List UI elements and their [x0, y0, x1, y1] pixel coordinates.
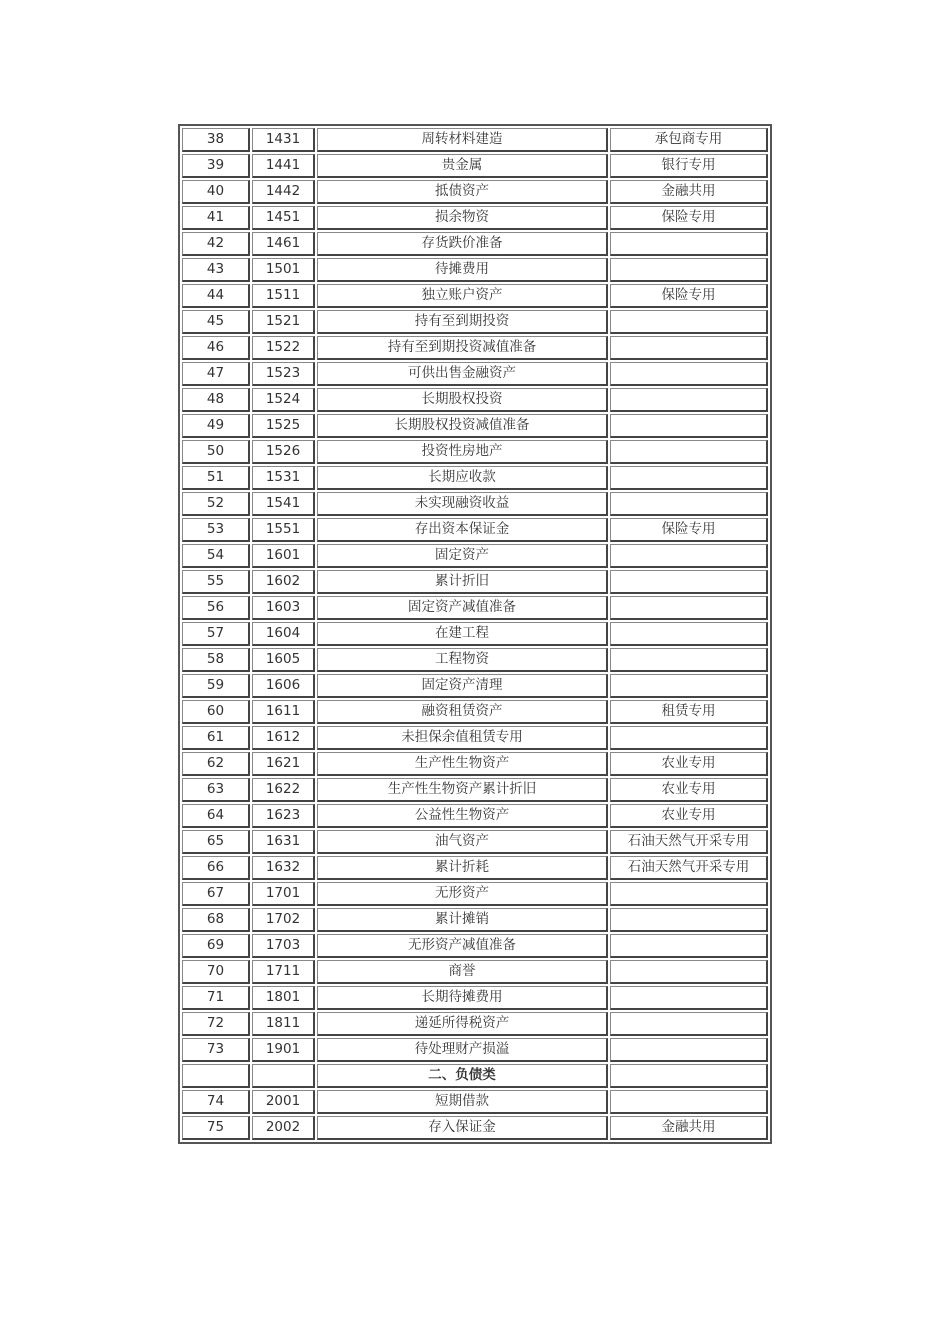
table-row — [182, 284, 768, 308]
account-name-cell: 未担保余值租赁专用 — [317, 726, 608, 750]
row-number-cell: 74 — [182, 1090, 250, 1114]
account-name-cell: 存出资本保证金 — [317, 518, 608, 542]
account-code-cell: 1604 — [252, 622, 315, 646]
account-name-cell: 油气资产 — [317, 830, 608, 854]
remark-cell — [610, 232, 768, 256]
remark-cell — [610, 336, 768, 360]
remark-cell — [610, 1064, 768, 1088]
account-name-cell: 投资性房地产 — [317, 440, 608, 464]
account-name-cell: 可供出售金融资产 — [317, 362, 608, 386]
table-row — [182, 960, 768, 984]
account-name-cell: 工程物资 — [317, 648, 608, 672]
row-number-cell — [182, 1064, 250, 1088]
account-name-cell: 固定资产减值准备 — [317, 596, 608, 620]
account-code-cell: 1442 — [252, 180, 315, 204]
table-row — [182, 154, 768, 178]
remark-cell: 承包商专用 — [610, 128, 768, 152]
account-name-cell: 递延所得税资产 — [317, 1012, 608, 1036]
remark-cell — [610, 1012, 768, 1036]
remark-cell — [610, 258, 768, 282]
remark-cell — [610, 960, 768, 984]
remark-cell — [610, 414, 768, 438]
account-name-cell: 存货跌价准备 — [317, 232, 608, 256]
account-code-cell: 1524 — [252, 388, 315, 412]
account-code-cell: 2002 — [252, 1116, 315, 1140]
account-code-cell: 1611 — [252, 700, 315, 724]
row-number-cell: 73 — [182, 1038, 250, 1062]
remark-cell: 金融共用 — [610, 1116, 768, 1140]
account-code-cell: 1621 — [252, 752, 315, 776]
table-row — [182, 388, 768, 412]
account-name-cell: 持有至到期投资减值准备 — [317, 336, 608, 360]
row-number-cell: 45 — [182, 310, 250, 334]
row-number-cell: 69 — [182, 934, 250, 958]
row-number-cell: 66 — [182, 856, 250, 880]
account-code-cell: 1525 — [252, 414, 315, 438]
account-code-cell: 1441 — [252, 154, 315, 178]
account-code-cell: 1622 — [252, 778, 315, 802]
row-number-cell: 62 — [182, 752, 250, 776]
account-code-cell: 1531 — [252, 466, 315, 490]
row-number-cell: 64 — [182, 804, 250, 828]
table-row — [182, 934, 768, 958]
table-row — [182, 986, 768, 1010]
account-name-cell: 无形资产 — [317, 882, 608, 906]
remark-cell — [610, 1038, 768, 1062]
table-row — [182, 700, 768, 724]
account-name-cell: 长期股权投资 — [317, 388, 608, 412]
account-name-cell: 公益性生物资产 — [317, 804, 608, 828]
account-code-cell: 1711 — [252, 960, 315, 984]
table-row — [182, 466, 768, 490]
table-row — [182, 310, 768, 334]
account-name-cell: 固定资产清理 — [317, 674, 608, 698]
remark-cell — [610, 622, 768, 646]
table-row — [182, 362, 768, 386]
table-row — [182, 648, 768, 672]
table-row — [182, 1012, 768, 1036]
account-code-cell: 1511 — [252, 284, 315, 308]
row-number-cell: 63 — [182, 778, 250, 802]
remark-cell — [610, 1090, 768, 1114]
row-number-cell: 60 — [182, 700, 250, 724]
table-row — [182, 726, 768, 750]
table-row — [182, 570, 768, 594]
remark-cell — [610, 544, 768, 568]
row-number-cell: 71 — [182, 986, 250, 1010]
account-name-cell: 无形资产减值准备 — [317, 934, 608, 958]
account-code-cell: 1521 — [252, 310, 315, 334]
account-name-cell: 二、负债类 — [317, 1064, 608, 1088]
account-name-cell: 短期借款 — [317, 1090, 608, 1114]
account-code-cell: 1523 — [252, 362, 315, 386]
account-code-cell: 1541 — [252, 492, 315, 516]
remark-cell — [610, 908, 768, 932]
table-row — [182, 544, 768, 568]
account-name-cell: 待处理财产损溢 — [317, 1038, 608, 1062]
account-name-cell: 长期应收款 — [317, 466, 608, 490]
account-code-cell: 1501 — [252, 258, 315, 282]
remark-cell: 金融共用 — [610, 180, 768, 204]
account-code-cell: 1605 — [252, 648, 315, 672]
table-row — [182, 1116, 768, 1140]
account-name-cell: 累计折耗 — [317, 856, 608, 880]
remark-cell — [610, 362, 768, 386]
remark-cell — [610, 648, 768, 672]
table-row — [182, 180, 768, 204]
remark-cell — [610, 440, 768, 464]
account-code-cell: 1526 — [252, 440, 315, 464]
account-code-cell: 1431 — [252, 128, 315, 152]
account-name-cell: 固定资产 — [317, 544, 608, 568]
account-code-cell: 1623 — [252, 804, 315, 828]
table-row — [182, 596, 768, 620]
accounts-table — [178, 124, 772, 1144]
row-number-cell: 72 — [182, 1012, 250, 1036]
row-number-cell: 70 — [182, 960, 250, 984]
remark-cell — [610, 466, 768, 490]
row-number-cell: 67 — [182, 882, 250, 906]
table-row — [182, 882, 768, 906]
row-number-cell: 51 — [182, 466, 250, 490]
table-row — [182, 206, 768, 230]
table-row — [182, 908, 768, 932]
table-row — [182, 258, 768, 282]
account-code-cell: 1701 — [252, 882, 315, 906]
remark-cell: 保险专用 — [610, 206, 768, 230]
table-row — [182, 232, 768, 256]
account-name-cell: 贵金属 — [317, 154, 608, 178]
account-code-cell: 1612 — [252, 726, 315, 750]
account-name-cell: 商誉 — [317, 960, 608, 984]
row-number-cell: 48 — [182, 388, 250, 412]
account-code-cell: 1703 — [252, 934, 315, 958]
remark-cell — [610, 674, 768, 698]
account-name-cell: 融资租赁资产 — [317, 700, 608, 724]
row-number-cell: 68 — [182, 908, 250, 932]
table-row — [182, 128, 768, 152]
account-name-cell: 生产性生物资产 — [317, 752, 608, 776]
row-number-cell: 52 — [182, 492, 250, 516]
table-row — [182, 804, 768, 828]
table-row — [182, 440, 768, 464]
table-row — [182, 674, 768, 698]
row-number-cell: 42 — [182, 232, 250, 256]
row-number-cell: 49 — [182, 414, 250, 438]
account-code-cell: 2001 — [252, 1090, 315, 1114]
table-row — [182, 752, 768, 776]
account-code-cell: 1551 — [252, 518, 315, 542]
account-name-cell: 抵债资产 — [317, 180, 608, 204]
row-number-cell: 43 — [182, 258, 250, 282]
table-row — [182, 622, 768, 646]
account-name-cell: 长期待摊费用 — [317, 986, 608, 1010]
remark-cell: 农业专用 — [610, 752, 768, 776]
account-name-cell: 待摊费用 — [317, 258, 608, 282]
remark-cell — [610, 388, 768, 412]
account-code-cell: 1901 — [252, 1038, 315, 1062]
row-number-cell: 50 — [182, 440, 250, 464]
remark-cell: 农业专用 — [610, 804, 768, 828]
accounts-table-container — [178, 124, 772, 1144]
table-row — [182, 1090, 768, 1114]
remark-cell: 保险专用 — [610, 284, 768, 308]
account-code-cell: 1461 — [252, 232, 315, 256]
account-name-cell: 累计折旧 — [317, 570, 608, 594]
remark-cell — [610, 726, 768, 750]
row-number-cell: 38 — [182, 128, 250, 152]
section-header-row — [182, 1064, 768, 1088]
row-number-cell: 46 — [182, 336, 250, 360]
remark-cell — [610, 570, 768, 594]
row-number-cell: 59 — [182, 674, 250, 698]
remark-cell: 农业专用 — [610, 778, 768, 802]
table-row — [182, 856, 768, 880]
account-code-cell: 1702 — [252, 908, 315, 932]
account-name-cell: 持有至到期投资 — [317, 310, 608, 334]
remark-cell — [610, 934, 768, 958]
row-number-cell: 65 — [182, 830, 250, 854]
row-number-cell: 40 — [182, 180, 250, 204]
account-code-cell: 1602 — [252, 570, 315, 594]
row-number-cell: 39 — [182, 154, 250, 178]
account-code-cell: 1811 — [252, 1012, 315, 1036]
remark-cell — [610, 882, 768, 906]
account-code-cell: 1601 — [252, 544, 315, 568]
account-name-cell: 损余物资 — [317, 206, 608, 230]
remark-cell: 银行专用 — [610, 154, 768, 178]
row-number-cell: 57 — [182, 622, 250, 646]
remark-cell — [610, 492, 768, 516]
account-code-cell: 1522 — [252, 336, 315, 360]
account-name-cell: 独立账户资产 — [317, 284, 608, 308]
account-code-cell: 1631 — [252, 830, 315, 854]
row-number-cell: 47 — [182, 362, 250, 386]
accounts-table-body — [182, 128, 768, 1140]
remark-cell — [610, 986, 768, 1010]
row-number-cell: 56 — [182, 596, 250, 620]
row-number-cell: 55 — [182, 570, 250, 594]
remark-cell: 石油天然气开采专用 — [610, 830, 768, 854]
row-number-cell: 61 — [182, 726, 250, 750]
table-row — [182, 518, 768, 542]
table-row — [182, 492, 768, 516]
table-row — [182, 336, 768, 360]
account-name-cell: 存入保证金 — [317, 1116, 608, 1140]
account-code-cell — [252, 1064, 315, 1088]
row-number-cell: 58 — [182, 648, 250, 672]
account-name-cell: 在建工程 — [317, 622, 608, 646]
account-name-cell: 生产性生物资产累计折旧 — [317, 778, 608, 802]
account-name-cell: 周转材料建造 — [317, 128, 608, 152]
row-number-cell: 53 — [182, 518, 250, 542]
remark-cell — [610, 310, 768, 334]
table-row — [182, 778, 768, 802]
account-name-cell: 未实现融资收益 — [317, 492, 608, 516]
account-code-cell: 1801 — [252, 986, 315, 1010]
row-number-cell: 41 — [182, 206, 250, 230]
table-row — [182, 414, 768, 438]
table-row — [182, 830, 768, 854]
row-number-cell: 75 — [182, 1116, 250, 1140]
account-code-cell: 1603 — [252, 596, 315, 620]
row-number-cell: 44 — [182, 284, 250, 308]
account-name-cell: 长期股权投资减值准备 — [317, 414, 608, 438]
account-code-cell: 1632 — [252, 856, 315, 880]
remark-cell — [610, 596, 768, 620]
account-name-cell: 累计摊销 — [317, 908, 608, 932]
row-number-cell: 54 — [182, 544, 250, 568]
remark-cell: 石油天然气开采专用 — [610, 856, 768, 880]
remark-cell: 租赁专用 — [610, 700, 768, 724]
account-code-cell: 1451 — [252, 206, 315, 230]
remark-cell: 保险专用 — [610, 518, 768, 542]
account-code-cell: 1606 — [252, 674, 315, 698]
table-row — [182, 1038, 768, 1062]
